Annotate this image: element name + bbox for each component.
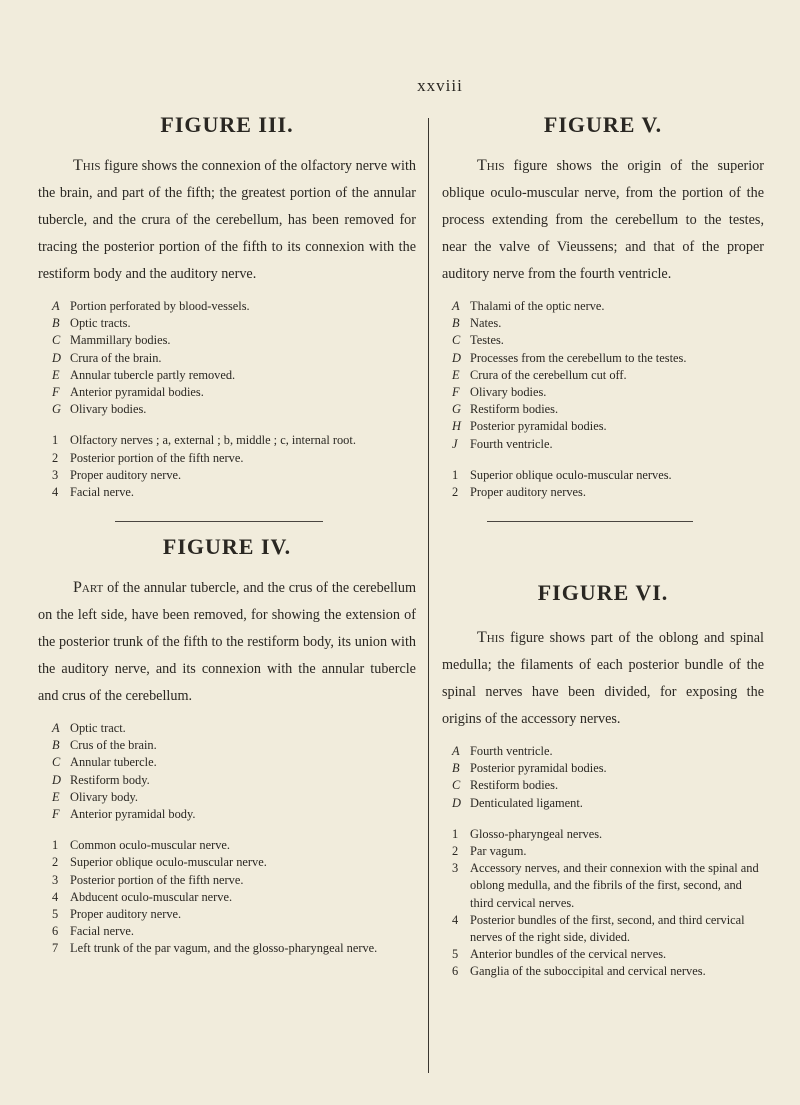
legend-key: 7 bbox=[52, 941, 59, 956]
legend-text: Processes from the cerebellum to the testes. bbox=[470, 350, 687, 365]
legend-key: 4 bbox=[452, 912, 459, 927]
legend-item bbox=[452, 760, 764, 777]
legend-item bbox=[52, 889, 416, 906]
legend-text: Posterior pyramidal bodies. bbox=[470, 419, 607, 434]
legend-key: C bbox=[452, 778, 461, 793]
legend-key: F bbox=[52, 807, 60, 822]
legend-key: 6 bbox=[452, 964, 459, 979]
legend-key: D bbox=[452, 350, 461, 365]
legend-key: 2 bbox=[52, 855, 59, 870]
legend-key: A bbox=[452, 744, 460, 758]
legend-key: 1 bbox=[52, 433, 59, 448]
legend-item bbox=[452, 350, 764, 367]
legend-item bbox=[52, 384, 416, 401]
legend-item bbox=[52, 720, 416, 737]
legend-text: Common oculo-muscular nerve. bbox=[70, 838, 231, 853]
legend-key: E bbox=[52, 789, 60, 804]
legend-text: Left trunk of the par vagum, and the glosso-pharyngeal nerve. bbox=[70, 941, 378, 956]
legend-key: E bbox=[52, 367, 60, 382]
legend-item bbox=[452, 743, 764, 760]
legend-key: B bbox=[52, 316, 60, 331]
legend-text: Restiform bodies. bbox=[470, 402, 559, 417]
legend-item bbox=[52, 806, 416, 823]
legend-text: Abducent oculo-muscular nerve. bbox=[70, 889, 233, 904]
legend-text: Posterior bundles of the first, second, and third cervical nerves of the right side, divided. bbox=[470, 912, 745, 945]
legend-item bbox=[452, 843, 764, 860]
legend-item bbox=[452, 826, 764, 843]
legend-text: Crus of the brain. bbox=[70, 738, 157, 753]
figure-4-section bbox=[38, 534, 416, 958]
legend-key: A bbox=[52, 721, 60, 735]
legend-text: Olivary body. bbox=[70, 789, 139, 804]
legend-key: B bbox=[452, 316, 460, 331]
legend-item bbox=[52, 906, 416, 923]
legend-text: Facial nerve. bbox=[70, 924, 134, 939]
legend-item bbox=[52, 350, 416, 367]
legend-text: Olivary bodies. bbox=[70, 402, 147, 417]
legend-text: Proper auditory nerves. bbox=[470, 485, 586, 500]
legend-item bbox=[52, 432, 416, 449]
legend-key: D bbox=[452, 795, 461, 810]
figure-5-number-legend bbox=[442, 467, 764, 501]
legend-item bbox=[52, 332, 416, 349]
legend-key: D bbox=[52, 350, 61, 365]
figure-6-number-legend bbox=[442, 826, 764, 981]
figure-5-section bbox=[442, 112, 764, 501]
legend-key: 4 bbox=[52, 889, 59, 904]
legend-item bbox=[52, 854, 416, 871]
legend-key: 4 bbox=[52, 485, 59, 500]
legend-key: 5 bbox=[452, 947, 459, 962]
legend-key: B bbox=[452, 761, 460, 776]
legend-text: Fourth ventricle. bbox=[470, 744, 553, 758]
legend-item bbox=[452, 384, 764, 401]
legend-item bbox=[452, 963, 764, 980]
legend-text: Annular tubercle partly removed. bbox=[70, 367, 236, 382]
legend-text: Proper auditory nerve. bbox=[70, 907, 182, 922]
legend-item bbox=[52, 754, 416, 771]
figure-6-lead: This bbox=[477, 629, 505, 646]
figure-5-title: FIGURE V. bbox=[543, 112, 663, 137]
legend-item bbox=[52, 923, 416, 940]
figure-5-end-rule bbox=[487, 521, 693, 522]
legend-item bbox=[52, 940, 416, 957]
legend-text: Annular tubercle. bbox=[70, 755, 157, 770]
legend-key: 2 bbox=[452, 844, 459, 859]
legend-item bbox=[52, 837, 416, 854]
legend-key: 6 bbox=[52, 924, 59, 939]
legend-text: Fourth ventricle. bbox=[470, 436, 553, 451]
legend-text: Thalami of the optic nerve. bbox=[470, 299, 605, 313]
legend-item bbox=[52, 484, 416, 501]
figure-6-section bbox=[442, 580, 764, 981]
legend-text: Anterior pyramidal body. bbox=[70, 807, 196, 822]
legend-text: Proper auditory nerve. bbox=[70, 467, 182, 482]
legend-key: A bbox=[52, 299, 60, 313]
figure-3-end-rule bbox=[115, 521, 323, 522]
figure-4-text: of the annular tubercle, and the crus of the cerebellum on the left side, have been removed, for showing the extension of the posterior trunk of the fifth to the restiform body, its union with the auditory nerve, and its connexion with the annular tubercle and crus of the cerebellum. bbox=[38, 580, 416, 704]
legend-text: Crura of the cerebellum cut off. bbox=[470, 367, 627, 382]
legend-text: Facial nerve. bbox=[70, 485, 134, 500]
figure-5-text: figure shows the origin of the superior oblique oculo-muscular nerve, from the portion of the process extending from the cerebellum to the testes, near the valve of Vieussens; and that of the proper auditory nerve from the fourth ventricle. bbox=[442, 158, 764, 282]
legend-item bbox=[452, 332, 764, 349]
figure-3-lead: This bbox=[73, 157, 101, 174]
legend-key: 1 bbox=[452, 826, 459, 841]
figure-4-title: FIGURE IV. bbox=[162, 534, 292, 559]
legend-item bbox=[52, 467, 416, 484]
figure-3-section bbox=[38, 112, 416, 501]
legend-text: Accessory nerves, and their connexion with the spinal and oblong medulla, and the fibrils of the first, second, and third cervical nerves. bbox=[470, 861, 759, 910]
legend-key: D bbox=[52, 772, 61, 787]
figure-4-number-legend bbox=[38, 837, 416, 957]
legend-text: Superior oblique oculo-muscular nerve. bbox=[70, 855, 267, 870]
legend-text: Glosso-pharyngeal nerves. bbox=[470, 826, 603, 841]
legend-item bbox=[452, 467, 764, 484]
legend-item bbox=[452, 484, 764, 501]
legend-item bbox=[452, 418, 764, 435]
figure-5-lead: This bbox=[477, 157, 505, 174]
figure-4-letter-legend bbox=[38, 720, 416, 823]
legend-key: C bbox=[52, 333, 61, 348]
legend-key: 3 bbox=[452, 861, 459, 876]
legend-item bbox=[52, 772, 416, 789]
legend-key: 2 bbox=[52, 450, 59, 465]
legend-key: F bbox=[452, 385, 460, 400]
legend-key: 3 bbox=[52, 872, 59, 887]
figure-4-lead: Part bbox=[73, 579, 104, 596]
legend-text: Portion perforated by blood-vessels. bbox=[70, 299, 250, 313]
column-divider bbox=[428, 118, 429, 1073]
page-number: xxviii bbox=[417, 76, 463, 95]
legend-text: Posterior pyramidal bodies. bbox=[470, 761, 607, 776]
legend-text: Posterior portion of the fifth nerve. bbox=[70, 450, 244, 465]
legend-item bbox=[52, 315, 416, 332]
legend-text: Olivary bodies. bbox=[470, 385, 547, 400]
legend-text: Optic tract. bbox=[70, 721, 126, 735]
legend-item bbox=[52, 298, 416, 315]
legend-key: 5 bbox=[52, 907, 59, 922]
legend-item bbox=[452, 946, 764, 963]
figure-5-description bbox=[442, 152, 764, 288]
legend-item bbox=[452, 315, 764, 332]
legend-key: F bbox=[52, 385, 60, 400]
figure-5-letter-legend bbox=[442, 298, 764, 453]
legend-text: Optic tracts. bbox=[70, 316, 131, 331]
figure-6-text: figure shows part of the oblong and spinal medulla; the filaments of each posterior bundle of the spinal nerves have been divided, for exposing the origins of the accessory nerves. bbox=[442, 630, 764, 727]
figure-6-letter-legend bbox=[442, 743, 764, 812]
legend-item bbox=[452, 401, 764, 418]
legend-key: E bbox=[452, 367, 460, 382]
legend-text: Superior oblique oculo-muscular nerves. bbox=[470, 467, 672, 482]
legend-item bbox=[52, 401, 416, 418]
legend-item bbox=[452, 795, 764, 812]
legend-key: H bbox=[452, 419, 461, 434]
figure-3-number-legend bbox=[38, 432, 416, 501]
figure-6-description bbox=[442, 624, 764, 733]
legend-item bbox=[452, 298, 764, 315]
figure-3-letter-legend bbox=[38, 298, 416, 418]
legend-key: G bbox=[452, 402, 461, 417]
legend-key: C bbox=[52, 755, 61, 770]
legend-text: Restiform body. bbox=[70, 772, 150, 787]
legend-key: G bbox=[52, 402, 61, 417]
legend-text: Posterior portion of the fifth nerve. bbox=[70, 872, 244, 887]
legend-item bbox=[52, 737, 416, 754]
legend-text: Olfactory nerves ; a, external ; b, middle ; c, internal root. bbox=[70, 433, 356, 448]
legend-item bbox=[452, 860, 764, 912]
legend-key: A bbox=[452, 299, 460, 313]
figure-3-text: figure shows the connexion of the olfactory nerve with the brain, and part of the fifth; the greatest portion of the annular tubercle, and the crura of the cerebellum, has been removed for tracing the posterior portion of the fifth to its connexion with the restiform body and the auditory nerve. bbox=[38, 158, 416, 282]
legend-item bbox=[452, 436, 764, 453]
legend-text: Anterior bundles of the cervical nerves. bbox=[470, 947, 667, 962]
legend-item bbox=[452, 777, 764, 794]
legend-key: C bbox=[452, 333, 461, 348]
legend-item bbox=[452, 367, 764, 384]
legend-text: Ganglia of the suboccipital and cervical nerves. bbox=[470, 964, 706, 979]
legend-text: Par vagum. bbox=[470, 844, 527, 859]
legend-text: Restiform bodies. bbox=[470, 778, 559, 793]
legend-key: J bbox=[452, 436, 458, 451]
figure-3-description bbox=[38, 152, 416, 288]
figure-3-title: FIGURE III. bbox=[160, 112, 294, 137]
legend-item bbox=[52, 789, 416, 806]
legend-item bbox=[52, 450, 416, 467]
legend-item bbox=[52, 367, 416, 384]
legend-key: 2 bbox=[452, 485, 459, 500]
legend-text: Crura of the brain. bbox=[70, 350, 162, 365]
legend-key: 3 bbox=[52, 467, 59, 482]
figure-6-title: FIGURE VI. bbox=[537, 580, 669, 605]
legend-text: Anterior pyramidal bodies. bbox=[70, 385, 204, 400]
legend-text: Denticulated ligament. bbox=[470, 795, 583, 810]
legend-key: 1 bbox=[52, 838, 59, 853]
figure-4-description bbox=[38, 574, 416, 710]
legend-text: Testes. bbox=[470, 333, 504, 348]
legend-text: Mammillary bodies. bbox=[70, 333, 171, 348]
legend-item bbox=[52, 872, 416, 889]
legend-text: Nates. bbox=[470, 316, 502, 331]
legend-key: B bbox=[52, 738, 60, 753]
legend-key: 1 bbox=[452, 467, 459, 482]
legend-item bbox=[452, 912, 764, 946]
